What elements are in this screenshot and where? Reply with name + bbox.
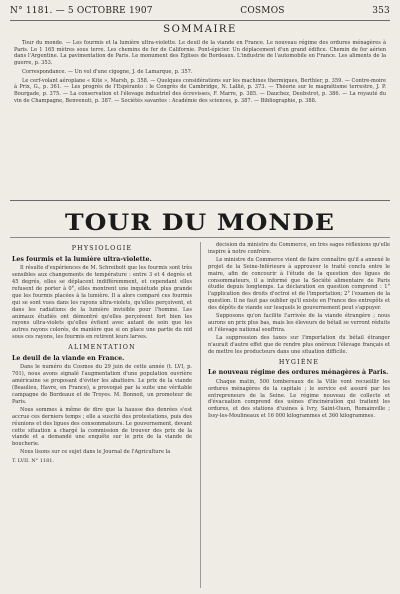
article-headline: Le nouveau régime des ordures ménagères à Paris.: [208, 369, 389, 377]
section-title: TOUR DU MONDE: [65, 209, 335, 236]
column-divider: [200, 242, 201, 588]
page-number: 353: [372, 6, 390, 16]
article-headline: Le deuil de la viande en France.: [12, 355, 125, 363]
section-rule-bottom: [10, 237, 390, 238]
issue-number: N° 1181. — 5 OCTOBRE 1907: [10, 6, 153, 16]
article-text: Chaque matin, 500 tombereaux de la Ville vont recueillir les ordures ménagères de la capitale ; le service est assuré par les entrepreneurs de la Seine. Le régime nouveau de collecte et d'évacuation comprend des usines d'incinération qui traitent les ordures, et des stations d'usines à Ivry, Saint-Ouen, Romainville ; Issy-les-Moulineaux et 16 000 kilogrammes et 360 kilogrammes.: [208, 378, 390, 420]
sommaire-title: SOMMAIRE: [163, 24, 237, 35]
sommaire-block: [14, 40, 386, 106]
header-rule: [10, 20, 390, 21]
article-text: Le ministre du Commerce vient de faire connaître qu'il a annexé le projet de la Seine-Inférieure à approuver le traité conclu entre le maire, afin de concourir à l'étude de la question des ligues de consommateurs, il a informé que la Société alimentaire de Paris étudie depuis longtemps. La déclaration en question comprend : 1° l'application des droits d'octroi et de l'importation; 2° l'examen de la question. Il ne faut pas oublier qu'il existe en France des entrepôts et des dépôts de viande sur lesquels le gouvernement peut s'appuyer.: [208, 256, 390, 312]
article-headline: Les fourmis et la lumière ultra-violette.: [12, 255, 152, 263]
section-heading: HYGIÈNE: [278, 358, 320, 366]
right-column: [208, 242, 390, 594]
running-header: [10, 6, 390, 20]
sommaire-paragraph: Correspondance. — Un vol d'une cigogne, J. de Lamarque, p. 357.: [22, 68, 193, 75]
sommaire-paragraph: Tour du monde. — Les fourmis et la lumière ultra-violette. Le deuil de la viande en France. Le nouveau régime des ordures ménagères à Paris. Le 1 165 mètres sous terre. Les chemins de fer de Californie. Pont-épicier. Un déplacement d'un grand édifice. Chemin de fer aérien dans l'Argentine. La pavimentation de Paris. Le monument des Eglises de Bordeaux. L'industrie de l'automobile en France. Les aliments de la guerre, p. 353.: [14, 40, 386, 67]
section-heading: PHYSIOLOGIE: [71, 245, 133, 252]
article-text: Dans le numéro du Cosmos du 29 juin de cette année (t. LVI, p. 701), nous avons signalé l'augmentation d'une population ouvrière américaine se proposant d'éviter les abattoirs. Le prix de la viande (Beaulieu, Havre, en France), a provoqué par la suite une véritable campagne de Bordeaux et de Troyes. M. Bonnoit, un promoteur de Paris.: [12, 364, 192, 405]
article-text: La suppression des taxes sur l'importation du bétail étranger n'aurait d'autre effet que de rendre plus onéreux l'élevage français et de mettre les producteurs dans une situation difficile.: [208, 334, 390, 355]
left-column: [12, 242, 192, 594]
journal-title: COSMOS: [240, 6, 285, 16]
article-text: Il résulte d'expériences de M. Schreibott que les fourmis sont très sensibles aux changements de température : entre 3 et 4 degrés et 45 degrés, elles se déplacent indifféremment, et cependant elles refusent de porter à 0°, elles montrent une inquiétude plus grande que les fourmis placées à la lumière. Il a alors comparé ces fourmis qui se sont vues dans les rayons ultra-violets, qu'elles perçoivent, et dans les radiations de la lumière invisible pour l'homme. Les animaux étudiés ont démontré qu'elles perçoivent fort bien les rayons ultra-violets qu'elles évitent avec autant de soin que les autres rayons colorés, de manière que si on place une partie du nid sous ces rayons, les fourmis en retirent leurs larves.: [12, 265, 192, 341]
article-text: Supposons qu'on facilite l'arrivée de la viande étrangère ; nous aurons un prix plus bas, mais les éleveurs de bétail se verront réduits et l'élevage national souffrira.: [208, 313, 390, 333]
volume-footer: T. LVII. N° 1181.: [12, 458, 55, 465]
sommaire-paragraph: Le cerf-volant aéroplane « Kite », Marsh, p. 358. — Quelques considérations sur les machines thermiques, Berthier, p. 359. — Contre-moire à Prix, G., p. 361. — Les progrès de l'Espéranto : le Congrès de Cambridge, N. Lallié, p. 373. — Théorie sur le magnétisme terrestre, J. P. Bourgade, p. 375. — La conservation et l'élevage industriel des écrevisses, F. Marre, p. 385. — Dauchez, Deubstrot, p. 386. — La royauté du vin de Champagne, Benvenuti, p. 387. — Sociétés savantes : Académie des sciences, p. 387. — Bibliographie, p. 388.: [14, 77, 386, 104]
article-text: décision du ministre du Commerce, en très sages réflexions qu'elle inspire à notre confrère.: [208, 242, 390, 255]
section-rule-top: [10, 200, 390, 201]
article-text: Nous sommes à même de dire que la hausse des denrées s'est accrue ces derniers temps ; elle a suscité des protestations, puis des réunions et des ligues des consommateurs. Le gouvernement, devant cette situation a chargé la commission de trouver des prix de la viande et a demandé une enquête sur le prix de la viande de boucherie.: [12, 406, 192, 448]
section-heading: ALIMENTATION: [68, 344, 136, 352]
article-text: Nous lisons sur ce sujet dans le Journal de l'Agriculture la: [20, 449, 171, 456]
